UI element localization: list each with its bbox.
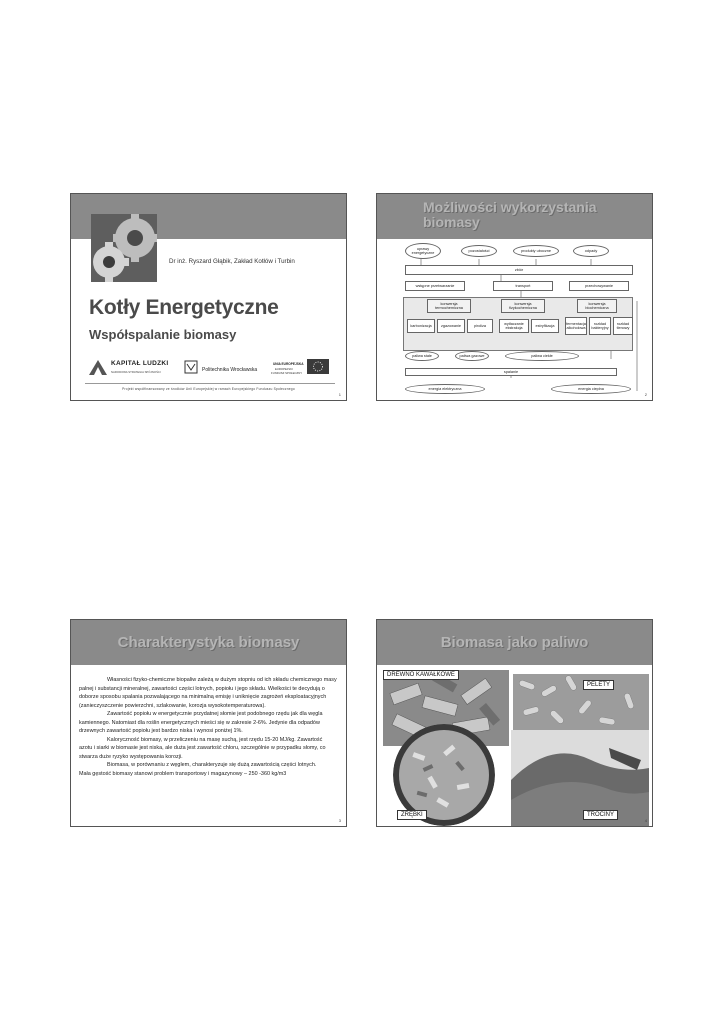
eu-fund-text-2: FUNDUSZ SPOŁECZNY xyxy=(271,371,303,375)
diagram-process-bacterial-decomposition: rozkład bakteryjny xyxy=(589,317,611,335)
eu-flag-icon xyxy=(307,359,329,374)
biomass-flow-diagram xyxy=(401,241,641,398)
photo-label-sawdust: TROCINY xyxy=(583,810,618,820)
diagram-process-pyrolysis: piroliza xyxy=(467,319,493,333)
slide-title: Charakterystyka biomasy xyxy=(117,634,300,651)
slide-title: Biomasa jako paliwo xyxy=(440,634,589,651)
diagram-group-physicochemical: konwersja fizykochemiczna xyxy=(501,299,545,313)
kapital-ludzki-logo-text: KAPITAŁ LUDZKI xyxy=(111,360,169,367)
diagram-output-heat: energia cieplna xyxy=(551,384,631,394)
diagram-group-biochemical: konwersja biochemiczna xyxy=(577,299,617,313)
slide-2 xyxy=(376,193,653,401)
slide-title: Kotły Energetyczne xyxy=(89,296,279,319)
slide-title: Możliwości wykorzystania biomasy xyxy=(423,199,597,230)
diagram-node-residues: pozostałości xyxy=(461,245,497,257)
photo-label-pellets: PELETY xyxy=(583,680,614,690)
diagram-node-harvest: zbiór xyxy=(405,265,633,275)
kapital-ludzki-logo-subtext: NARODOWA STRATEGIA SPÓJNOŚCI xyxy=(111,370,161,374)
eu-fund-text-1: EUROPEJSKI xyxy=(275,367,293,371)
page-number: 4 xyxy=(644,818,647,823)
gears-photo xyxy=(91,214,157,282)
diagram-node-byproducts: produkty uboczne xyxy=(513,245,559,257)
slide-subtitle: Współspalanie biomasy xyxy=(89,327,237,342)
polytechnic-crest-icon xyxy=(184,360,198,374)
slide-body xyxy=(79,676,337,778)
paragraph-1: Własności fizyko-chemiczne biopaliw zależą w dużym stopniu od ich składu chemicznego masy palnej i substancji mineralnej, zawartości części lotnych, popiołu i jego składu. Wielkości te decydują o doborze sposobu spalania pozwalającego na minimalną emisję i uniknięcie zagrożeń eksploatacyjnych (zanieczyszczenie powierzchni, szlakowanie, korozja wysokotemperaturowa). xyxy=(79,677,337,709)
footer-divider xyxy=(85,383,335,384)
diagram-group-thermochemical: konwersja termochemiczna xyxy=(427,299,471,313)
diagram-process-aerobic-decomposition: rozkład tlenowy xyxy=(613,317,633,335)
paragraph-4: Biomasa, w porównaniu z węglem, charakteryzuje się dużą zawartością części lotnych. xyxy=(107,762,317,768)
diagram-process-esterification: estryfikacja xyxy=(531,319,559,333)
diagram-node-waste: odpady xyxy=(573,245,609,257)
paragraph-5: Mała gęstość biomasy stanowi problem transportowy i magazynowy – 250 -360 kg/m3 xyxy=(79,770,287,777)
footer-text: Projekt współfinansowany ze środków Unii Europejskiej w ramach Europejskiego Funduszu Społecznego xyxy=(122,387,295,391)
diagram-process-gasification: zgazowanie xyxy=(437,319,465,333)
diagram-process-extraction: wytłaczanie ekstrakcja xyxy=(499,319,529,333)
slide-3 xyxy=(70,619,347,827)
diagram-fuel-gaseous: paliwa gazowe xyxy=(455,351,489,361)
slide-1 xyxy=(70,193,347,401)
photo-label-wood-chips: ZRĘBKI xyxy=(397,810,427,820)
diagram-node-preprocessing: wstępne przetwarzanie xyxy=(405,281,465,291)
slide-4 xyxy=(376,619,653,827)
paragraph-3: Kaloryczność biomasy, w przeliczeniu na masę suchą, jest rzędu 15-20 MJ/kg. Zawartość azotu i siarki w biomasie jest niska, ale duża jest zawartość chloru, szczególnie w przypadku słomy, co stwarza duże ryzyko występowania korozji. xyxy=(79,736,326,760)
page-number: 1 xyxy=(338,392,341,397)
eu-logo-text: UNIA EUROPEJSKA xyxy=(273,362,304,366)
diagram-node-transport: transport xyxy=(493,281,553,291)
diagram-fuel-solid: paliwa stałe xyxy=(405,351,439,361)
diagram-fuel-liquid: paliwa ciekłe xyxy=(505,351,579,361)
diagram-node-storage: przechowywanie xyxy=(569,281,629,291)
photo-label-wood-chunks: DREWNO KAWAŁKOWE xyxy=(383,670,459,680)
diagram-process-carbonization: karbonizacja xyxy=(407,319,435,333)
polytechnic-logo-text: Politechnika Wrocławska xyxy=(202,367,258,373)
kapital-ludzki-logo-mark xyxy=(89,360,107,375)
diagram-process-alcohol-fermentation: fermentacja alkoholowa xyxy=(565,317,587,335)
author-name: Dr inż. Ryszard Głąbik, Zakład Kotłów i Turbin xyxy=(169,258,295,265)
diagram-node-combustion: spalanie xyxy=(405,368,617,376)
page-number: 2 xyxy=(644,392,647,397)
diagram-output-electricity: energia elektryczna xyxy=(405,384,485,394)
sawdust-photo xyxy=(511,730,649,826)
page-number: 3 xyxy=(338,818,341,823)
diagram-node-energy-crops: uprawy energetyczne xyxy=(405,243,441,259)
paragraph-2: Zawartość popiołu w energetycznie przydatnej słomie jest podobnego rzędu jak dla węgla kamiennego. Natomiast dla roślin energetycznych mieści się w zakresie 2-6%. Jedynie dla odpadów drzewnych zawartość popiołu jest bardzo niska i wynosi poniżej 1%. xyxy=(79,711,323,734)
